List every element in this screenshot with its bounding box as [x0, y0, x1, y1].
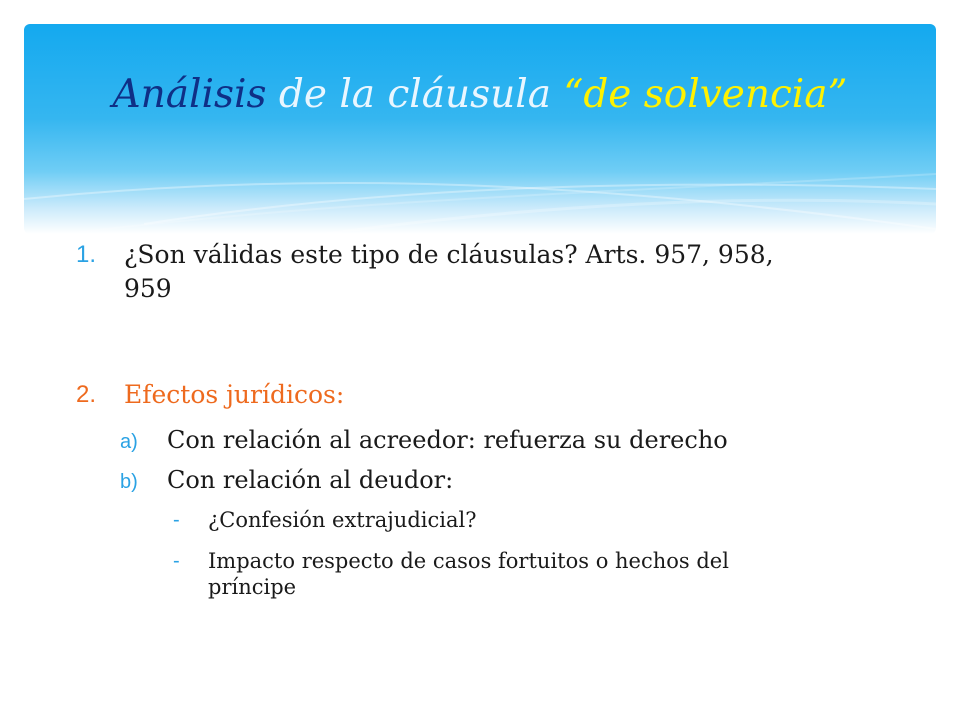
item-text-2: Efectos jurídicos: [124, 380, 345, 409]
header-wave-decoration [24, 24, 936, 234]
title-part-solvencia: “de solvencia” [563, 72, 848, 117]
item-text-1-line1: ¿Son válidas este tipo de cláusulas? Arts. 957, 958, [124, 240, 774, 269]
header-banner [24, 24, 936, 234]
subitem-marker-b: b) [120, 471, 138, 493]
bullet-text-2-line2: príncipe [208, 575, 297, 599]
bullet-text-2-line1: Impacto respecto de casos fortuitos o hechos del [208, 549, 729, 573]
item-number-2: 2. [76, 381, 97, 408]
item-text-1-line2: 959 [124, 274, 172, 303]
slide-title [24, 72, 936, 117]
bullet-text-1: ¿Confesión extrajudicial? [208, 508, 477, 532]
item-number-1: 1. [76, 241, 97, 268]
bullet-dash-2: - [173, 550, 180, 572]
title-part-clausula: de la cláusula [266, 72, 564, 117]
subitem-text-a: Con relación al acreedor: refuerza su derecho [167, 426, 728, 454]
subitem-text-b: Con relación al deudor: [167, 466, 454, 494]
bullet-dash-1: - [173, 509, 180, 531]
title-part-analisis: Análisis [112, 72, 267, 117]
subitem-marker-a: a) [120, 431, 138, 453]
